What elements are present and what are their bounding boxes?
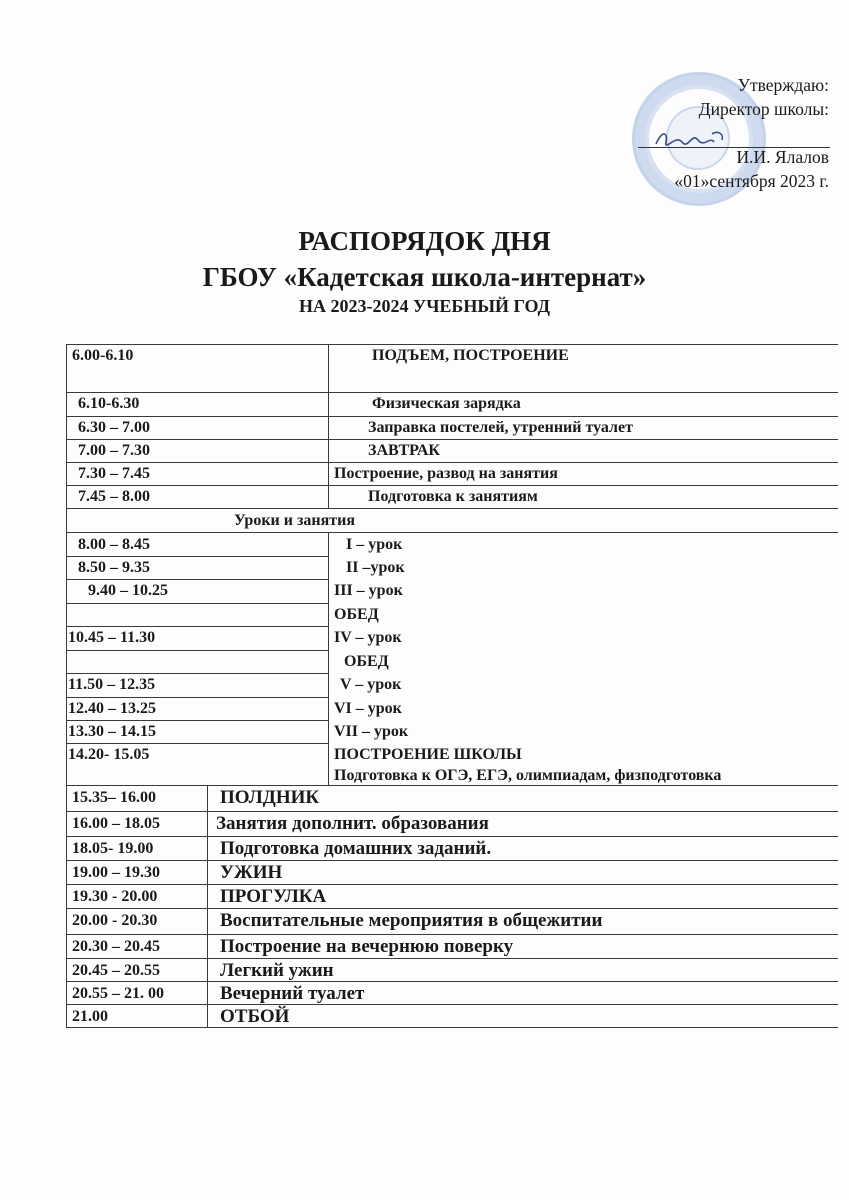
activity-cell: II –урок	[346, 559, 405, 576]
table-rule	[66, 1027, 838, 1028]
table-rule	[66, 981, 838, 982]
activity-cell: Заправка постелей, утренний туалет	[368, 419, 633, 436]
activity-cell: Легкий ужин	[220, 960, 334, 981]
time-cell: 16.00 – 18.05	[72, 815, 160, 832]
table-rule	[66, 416, 838, 417]
activity-cell: Построение, развод на занятия	[334, 465, 558, 482]
table-rule	[66, 392, 838, 393]
table-rule	[66, 785, 838, 786]
table-rule	[66, 344, 838, 345]
activity-cell: ПОДЪЕМ, ПОСТРОЕНИЕ	[372, 347, 569, 364]
activity-cell: ПОСТРОЕНИЕ ШКОЛЫ	[334, 746, 522, 763]
activity-cell: V – урок	[340, 676, 402, 693]
approval-label: Утверждаю:	[737, 75, 829, 95]
time-cell: 21.00	[72, 1008, 108, 1025]
time-cell: 20.55 – 21. 00	[72, 985, 164, 1002]
table-column-rule	[328, 532, 329, 785]
activity-cell: III – урок	[334, 582, 403, 599]
table-rule	[66, 439, 838, 440]
table-rule	[66, 485, 838, 486]
activity-cell: Построение на вечернюю поверку	[220, 936, 514, 957]
table-rule	[66, 462, 838, 463]
time-cell: 18.05- 19.00	[72, 840, 154, 857]
activity-cell: Подготовка к ОГЭ, ЕГЭ, олимпиадам, физподготовка	[334, 767, 722, 784]
table-rule	[66, 579, 328, 580]
activity-cell: VI – урок	[334, 700, 402, 717]
table-rule	[66, 743, 328, 744]
time-cell: 15.35– 16.00	[72, 789, 156, 806]
activity-cell: Занятия дополнит. образования	[216, 813, 489, 834]
time-cell: 7.00 – 7.30	[78, 442, 150, 459]
activity-cell: VII – урок	[334, 723, 409, 740]
time-cell: 6.10-6.30	[78, 395, 140, 412]
table-rule	[66, 508, 838, 509]
table-rule	[66, 673, 328, 674]
table-rule	[66, 908, 838, 909]
activity-cell: УЖИН	[220, 862, 283, 883]
table-rule	[66, 697, 328, 698]
activity-cell: Воспитательные мероприятия в общежитии	[220, 910, 603, 931]
time-cell: 6.00-6.10	[72, 347, 134, 364]
activity-cell: ОТБОЙ	[220, 1006, 290, 1027]
approval-position: Директор школы:	[698, 99, 829, 119]
table-rule	[66, 958, 838, 959]
time-cell: 20.00 - 20.30	[72, 912, 158, 929]
table-rule	[66, 650, 328, 651]
activity-cell: ПОЛДНИК	[220, 787, 320, 808]
time-cell: 8.50 – 9.35	[78, 559, 150, 576]
activity-cell: IV – урок	[334, 629, 402, 646]
time-cell: 8.00 – 8.45	[78, 536, 150, 553]
table-rule	[66, 934, 838, 935]
time-cell: 7.30 – 7.45	[78, 465, 150, 482]
time-cell: 20.30 – 20.45	[72, 938, 160, 955]
table-rule	[66, 626, 328, 627]
table-rule	[66, 884, 838, 885]
time-cell: 11.50 – 12.35	[68, 676, 156, 693]
table-rule	[66, 1004, 838, 1005]
table-rule	[66, 556, 328, 557]
time-cell: 20.45 – 20.55	[72, 962, 160, 979]
activity-cell: I – урок	[346, 536, 403, 553]
activity-cell: ПРОГУЛКА	[220, 886, 327, 907]
activity-cell: Подготовка домашних заданий.	[220, 838, 492, 859]
table-rule	[66, 720, 328, 721]
time-cell: 10.45 – 11.30	[68, 629, 156, 646]
activity-cell: Физическая зарядка	[372, 395, 521, 412]
approval-name: И.И. Ялалов	[736, 147, 829, 167]
table-rule	[66, 603, 328, 604]
table-rule	[66, 836, 838, 837]
activity-cell: Вечерний туалет	[220, 983, 365, 1004]
time-cell: 13.30 – 14.15	[68, 723, 156, 740]
approval-date: «01»сентября 2023 г.	[674, 171, 829, 191]
time-cell: 19.00 – 19.30	[72, 864, 160, 881]
section-header-lessons: Уроки и занятия	[234, 512, 356, 529]
school-name: ГБОУ «Кадетская школа-интернат»	[202, 262, 647, 292]
time-cell: 12.40 – 13.25	[68, 700, 156, 717]
table-rule	[66, 811, 838, 812]
table-column-rule	[66, 344, 67, 785]
activity-cell: ОБЕД	[334, 606, 379, 623]
time-cell: 9.40 – 10.25	[88, 582, 168, 599]
table-column-rule	[328, 344, 329, 508]
time-cell: 7.45 – 8.00	[78, 488, 150, 505]
activity-cell: ОБЕД	[344, 653, 389, 670]
table-rule	[66, 532, 838, 533]
table-rule	[66, 860, 838, 861]
activity-cell: Подготовка к занятиям	[368, 488, 538, 505]
page-title: РАСПОРЯДОК ДНЯ	[298, 226, 551, 256]
time-cell: 19.30 - 20.00	[72, 888, 158, 905]
table-column-rule	[66, 785, 67, 1027]
table-column-rule	[207, 785, 208, 1027]
activity-cell: ЗАВТРАК	[368, 442, 441, 459]
time-cell: 6.30 – 7.00	[78, 419, 150, 436]
time-cell: 14.20- 15.05	[68, 746, 150, 763]
academic-year: НА 2023-2024 УЧЕБНЫЙ ГОД	[299, 296, 550, 316]
